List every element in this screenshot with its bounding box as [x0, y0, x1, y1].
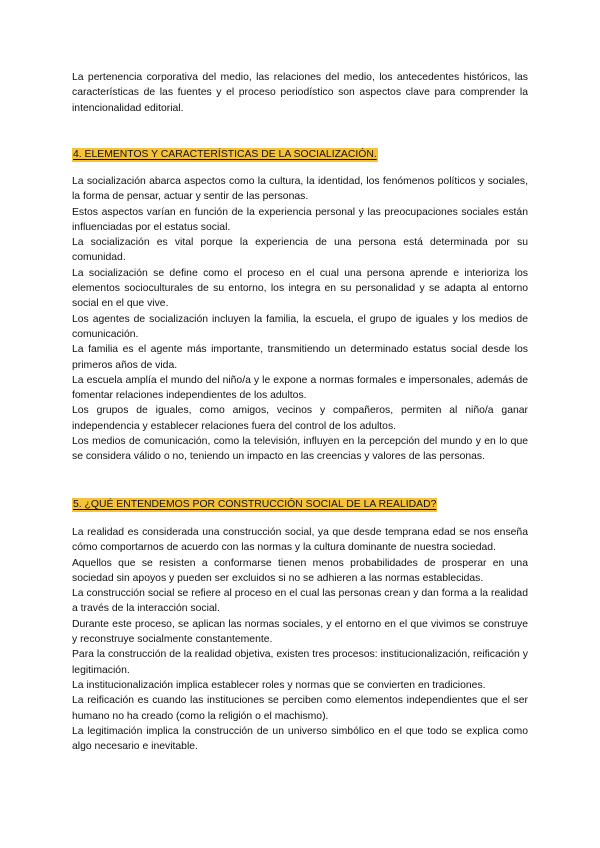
- section-5-paragraph: La reificación es cuando las instituciones se perciben como elementos independientes que el ser humano no ha creado (como la religión o el machismo).: [72, 695, 528, 722]
- section-4-paragraph: Los grupos de iguales, como amigos, vecinos y compañeros, permiten al niño/a ganar independencia y establecer relaciones fuera del control de los adultos.: [72, 405, 528, 432]
- section-5-paragraph: Durante este proceso, se aplican las normas sociales, y el entorno en el que vivimos se construye y reconstruye socialmente constantemente.: [72, 618, 528, 646]
- section-4-heading: 4. ELEMENTOS Y CARACTERÍSTICAS DE LA SOCIALIZACIÓN.: [73, 149, 377, 160]
- section-5-paragraph: La realidad es considerada una construcción social, ya que desde temprana edad se nos enseña cómo comportarnos de acuerdo con las normas y la cultura dominante de nuestra sociedad.: [72, 527, 528, 554]
- intro-block: [72, 70, 528, 116]
- section-4-paragraph: Los agentes de socialización incluyen la familia, la escuela, el grupo de iguales y los medios de comunicación.: [72, 313, 528, 340]
- section-5-paragraph: La construcción social se refiere al proceso en el cual las personas crean y dan forma a la realidad a través de la interacción social.: [72, 588, 528, 615]
- section-5-paragraph: Para la construcción de la realidad objetiva, existen tres procesos: institucionalización, reificación y legitimación.: [72, 649, 528, 676]
- section-4-paragraph: La socialización abarca aspectos como la cultura, la identidad, los fenómenos políticos y sociales, la forma de pensar, actuar y sentir de las personas.: [72, 176, 528, 203]
- section-4-paragraph: La socialización se define como el proceso en el cual una persona aprende e interioriza los elementos socioculturales de su entorno, los integra en su personalidad y se adapta al entorno social en el que vive.: [72, 267, 528, 310]
- section-5-heading-block: [72, 494, 528, 512]
- section-4-paragraph: Los medios de comunicación, como la televisión, influyen en la percepción del mundo y en lo que se considera válido o no, teniendo un impacto en las creencias y valores de las personas.: [72, 436, 528, 463]
- section-5-paragraph: La institucionalización implica establecer roles y normas que se convierten en tradiciones.: [72, 679, 486, 691]
- section-4-paragraph: La familia es el agente más importante, transmitiendo un determinado estatus social desde los primeros años de vida.: [72, 344, 528, 371]
- section-5-heading: 5. ¿QUÉ ENTENDEMOS POR CONSTRUCCIÓN SOCIAL DE LA REALIDAD?: [73, 499, 437, 510]
- section-5-paragraph: Aquellos que se resisten a conformarse tienen menos probabilidades de prosperar en una sociedad sin apoyos y pueden ser excluidos si no se adhieren a las normas establecidas.: [72, 557, 528, 584]
- section-4-heading-block: [72, 144, 528, 162]
- section-5-body: [72, 525, 528, 754]
- section-4-paragraph: La escuela amplía el mundo del niño/a y le expone a normas formales e impersonales, además de fomentar relaciones independientes de los adultos.: [72, 374, 528, 402]
- intro-paragraph: La pertenencia corporativa del medio, las relaciones del medio, los antecedentes históricos, las características de las fuentes y el proceso periodístico son aspectos clave para comprender la intencionalidad editorial.: [72, 72, 528, 114]
- section-5-paragraph: La legitimación implica la construcción de un universo simbólico en el que todo se explica como algo necesario e inevitable.: [72, 725, 528, 753]
- section-4-body: [72, 174, 528, 465]
- section-4-paragraph: Estos aspectos varían en función de la experiencia personal y las preocupaciones sociales están influenciadas por el estatus social.: [72, 206, 528, 233]
- section-4-paragraph: La socialización es vital porque la experiencia de una persona está determinada por su comunidad.: [72, 237, 528, 264]
